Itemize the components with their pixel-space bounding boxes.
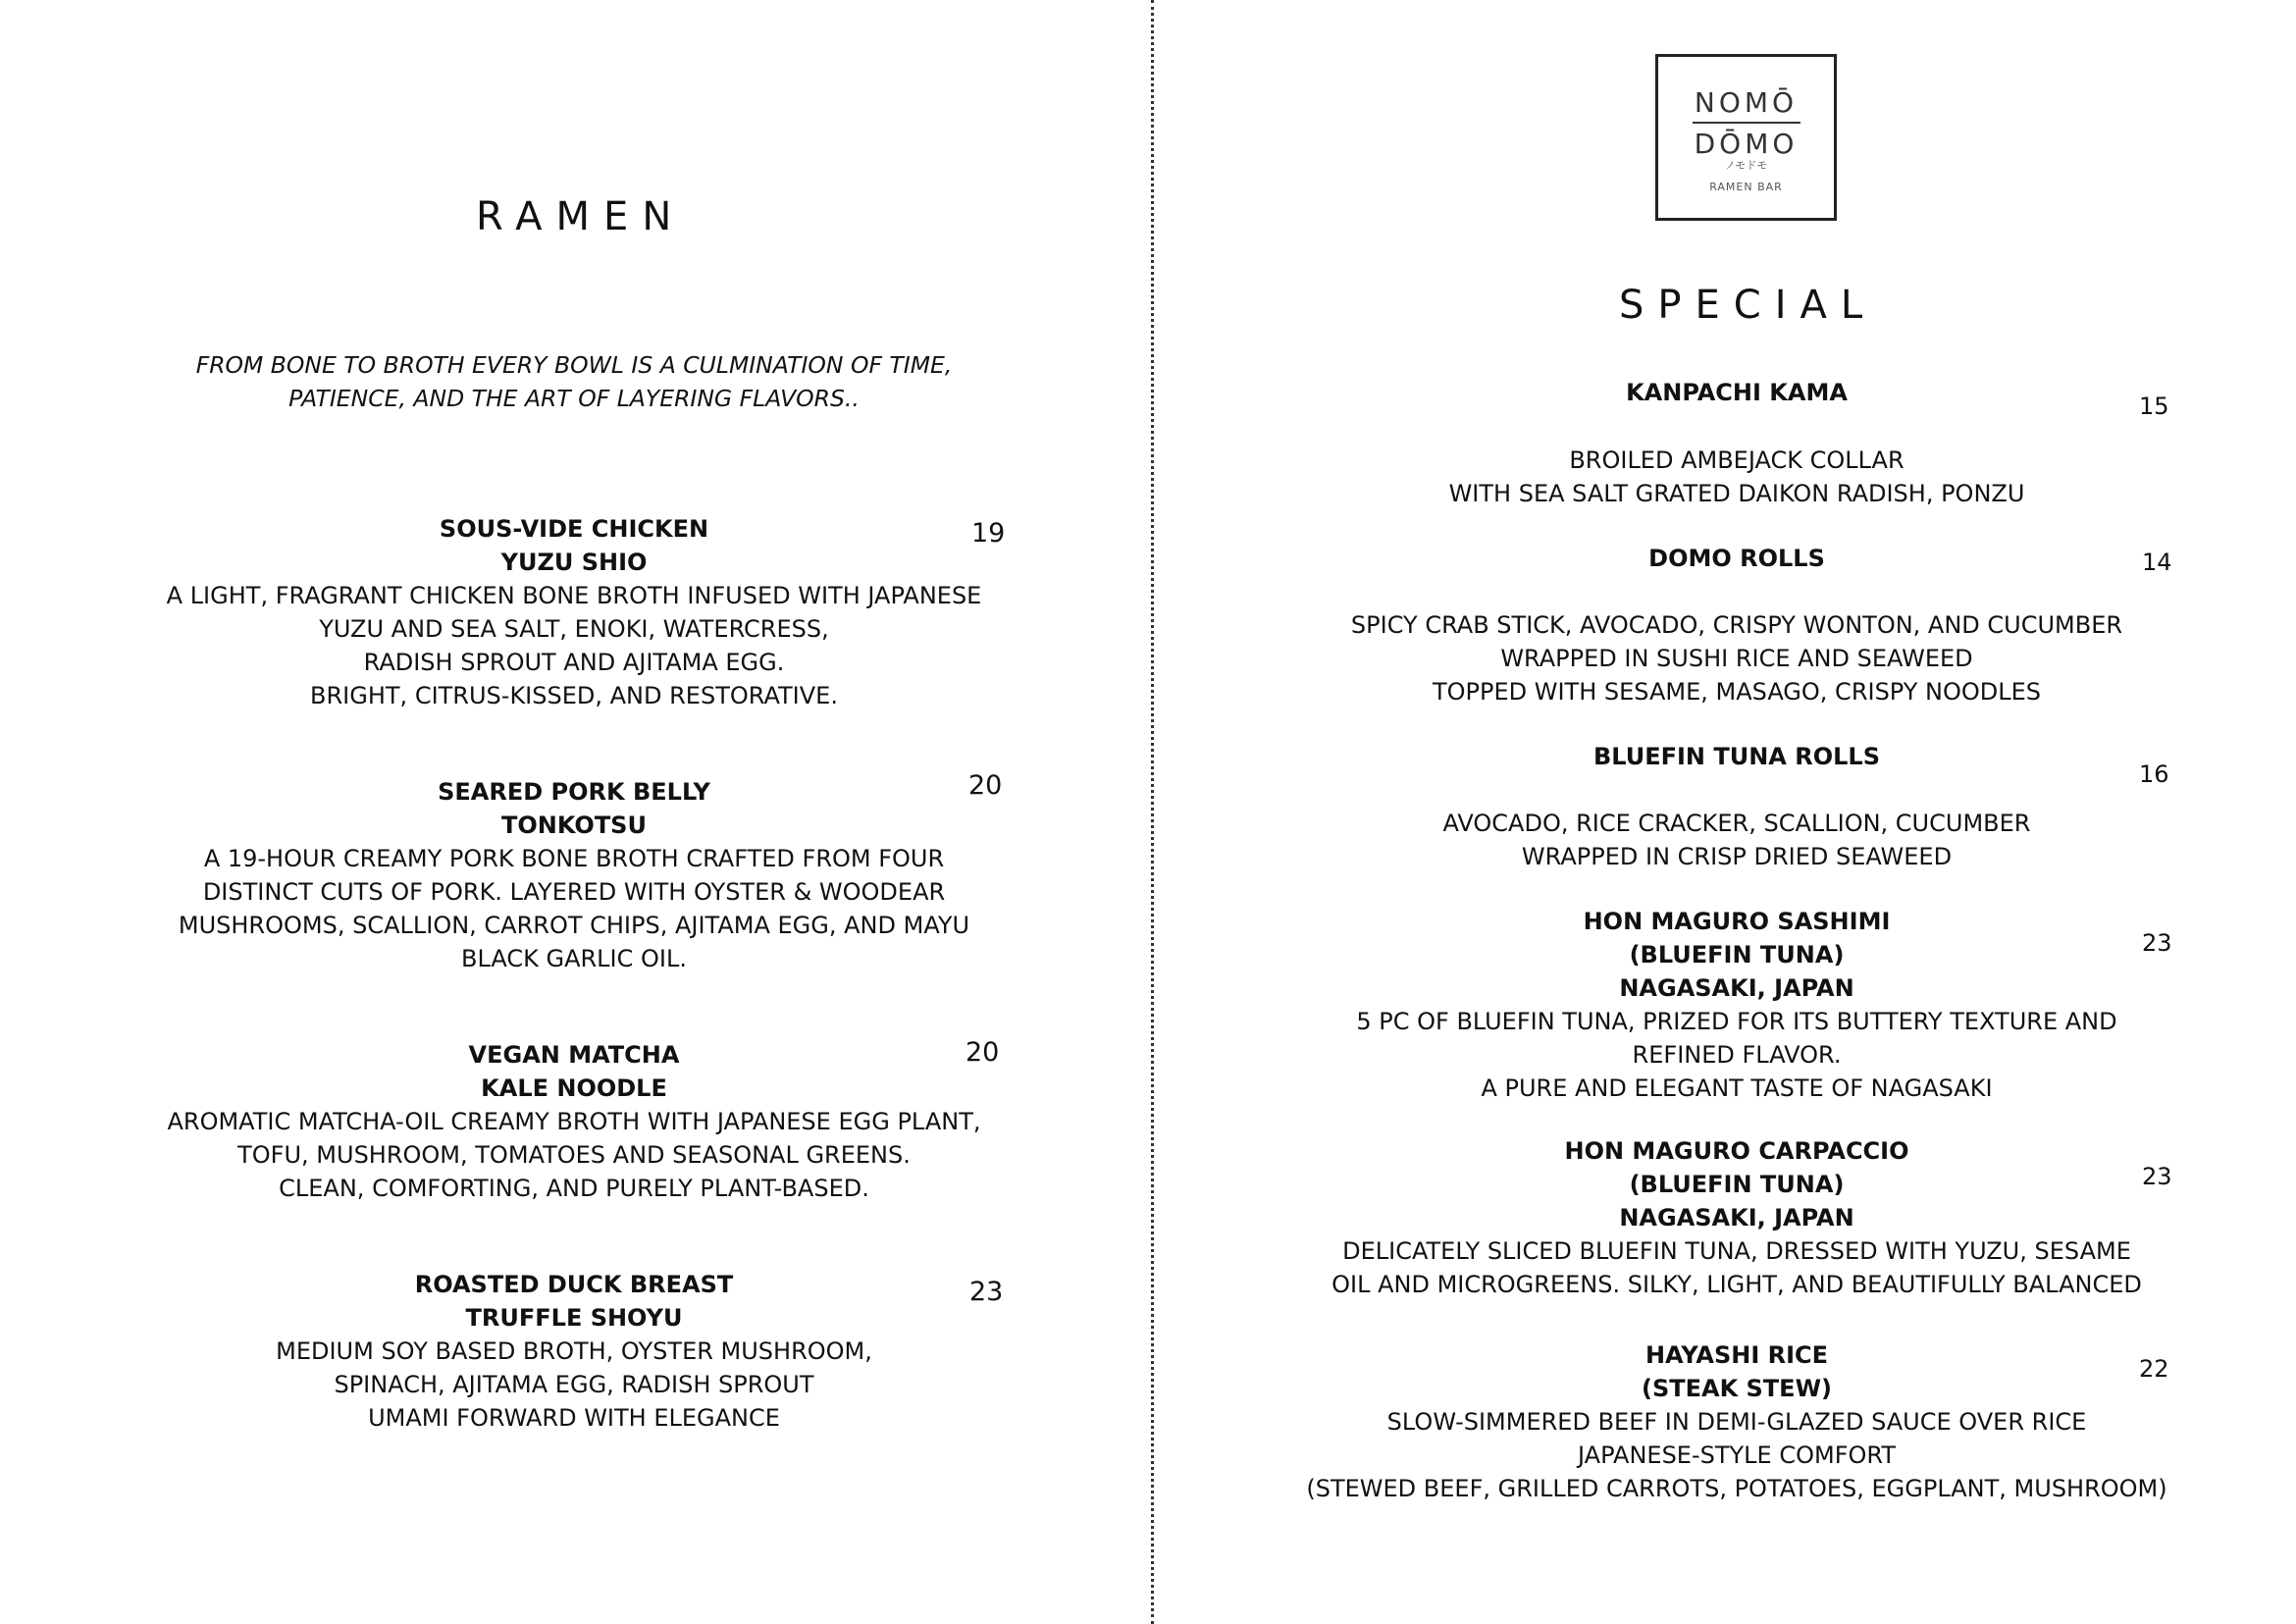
page-fold-divider [1151,0,1154,1624]
menu-item-name [1226,740,2247,773]
description-line: WRAPPED IN CRISP DRIED SEAWEED [1521,843,1953,870]
item-name-line: ROASTED DUCK BREAST [414,1271,734,1298]
description-line: A LIGHT, FRAGRANT CHICKEN BONE BROTH INFUSED WITH JAPANESE [166,582,982,609]
ramen-section-title: RAMEN [476,194,686,239]
menu-item-price: 23 [969,1277,1004,1307]
description-line: TOPPED WITH SESAME, MASAGO, CRISPY NOODLES [1432,678,2042,706]
logo-japanese: ノモドモ [1724,159,1768,172]
menu-item-description [78,579,1070,712]
item-name-line: HON MAGURO CARPACCIO [1564,1137,1909,1165]
ramen-tagline [78,348,1070,415]
menu-item-name [1226,542,2247,575]
description-line: MUSHROOMS, SCALLION, CARROT CHIPS, AJITAMA EGG, AND MAYU [178,912,970,939]
description-line: REFINED FLAVOR. [1632,1041,1842,1069]
item-name-line: VEGAN MATCHA [468,1041,680,1069]
item-name-line: NAGASAKI, JAPAN [1619,974,1854,1002]
item-name-line: SEARED PORK BELLY [438,778,710,806]
item-name-line: KANPACHI KAMA [1626,379,1848,406]
menu-item-description [1226,1234,2247,1301]
menu-item-name [78,1268,1070,1335]
item-name-line: TRUFFLE SHOYU [465,1304,683,1332]
menu-item-name [78,1038,1070,1105]
menu-item-description [78,1335,1070,1435]
description-line: BRIGHT, CITRUS-KISSED, AND RESTORATIVE. [310,682,838,709]
description-line: SPICY CRAB STICK, AVOCADO, CRISPY WONTON, AND CUCUMBER [1350,611,2123,639]
description-line: CLEAN, COMFORTING, AND PURELY PLANT-BASED. [279,1175,869,1202]
description-line: A PURE AND ELEGANT TASTE OF NAGASAKI [1481,1074,1993,1102]
menu-item-price: 20 [965,1037,1000,1068]
description-line: WITH SEA SALT GRATED DAIKON RADISH, PONZU [1448,480,2025,507]
menu-item-price: 23 [2142,929,2172,957]
menu-item-price: 22 [2139,1355,2169,1383]
menu-item-description [1226,608,2247,708]
menu-item-description [78,842,1070,975]
menu-item-price: 15 [2139,393,2169,420]
item-name-line: YUZU SHIO [500,549,648,576]
description-line: MEDIUM SOY BASED BROTH, OYSTER MUSHROOM, [276,1337,872,1365]
item-name-line: (STEAK STEW) [1641,1375,1833,1402]
logo-line-2: DŌMO [1694,128,1799,160]
menu-item-description [1226,444,2247,510]
menu-item-name [78,775,1070,842]
tagline-line: FROM BONE TO BROTH EVERY BOWL IS A CULMINATION OF TIME, [195,351,953,379]
item-name-line: DOMO ROLLS [1648,545,1825,572]
item-name-line: TONKOTSU [501,812,647,839]
item-name-line: HON MAGURO SASHIMI [1583,908,1891,935]
menu-item-name [1226,1134,2247,1234]
tagline-line: PATIENCE, AND THE ART OF LAYERING FLAVORS.. [288,385,860,412]
menu-item-name [1226,1338,2247,1405]
menu-item-name [78,512,1070,579]
description-line: DELICATELY SLICED BLUEFIN TUNA, DRESSED WITH YUZU, SESAME [1342,1237,2131,1265]
item-name-line: KALE NOODLE [481,1074,667,1102]
item-name-line: (BLUEFIN TUNA) [1629,1171,1845,1198]
item-name-line: (BLUEFIN TUNA) [1629,941,1845,969]
menu-item-description [1226,1405,2247,1505]
description-line: AVOCADO, RICE CRACKER, SCALLION, CUCUMBER [1442,810,2031,837]
description-line: OIL AND MICROGREENS. SILKY, LIGHT, AND BEAUTIFULLY BALANCED [1331,1271,2142,1298]
description-line: SPINACH, AJITAMA EGG, RADISH SPROUT [334,1371,814,1398]
item-name-line: SOUS-VIDE CHICKEN [439,515,709,543]
item-name-line: HAYASHI RICE [1644,1341,1829,1369]
description-line: BLACK GARLIC OIL. [460,945,687,972]
menu-item-price: 14 [2142,549,2172,576]
item-name-line: NAGASAKI, JAPAN [1619,1204,1854,1231]
logo-line-1: NOMŌ [1694,86,1799,119]
menu-item-description [1226,1005,2247,1105]
description-line: RADISH SPROUT AND AJITAMA EGG. [363,649,785,676]
description-line: A 19-HOUR CREAMY PORK BONE BROTH CRAFTED FROM FOUR [203,845,945,872]
menu-item-price: 23 [2142,1163,2172,1190]
description-line: JAPANESE-STYLE COMFORT [1578,1441,1896,1469]
description-line: 5 PC OF BLUEFIN TUNA, PRIZED FOR ITS BUTTERY TEXTURE AND [1356,1008,2117,1035]
logo-subtitle: RAMEN BAR [1709,181,1783,193]
description-line: SLOW-SIMMERED BEEF IN DEMI-GLAZED SAUCE OVER RICE [1386,1408,2087,1436]
menu-item-price: 20 [968,770,1003,801]
description-line: (STEWED BEEF, GRILLED CARROTS, POTATOES, EGGPLANT, MUSHROOM) [1306,1475,2167,1502]
description-line: WRAPPED IN SUSHI RICE AND SEAWEED [1500,645,1973,672]
description-line: BROILED AMBEJACK COLLAR [1569,446,1905,474]
menu-item-price: 16 [2139,760,2169,788]
description-line: YUZU AND SEA SALT, ENOKI, WATERCRESS, [319,615,829,643]
menu-item-name [1226,376,2247,409]
description-line: AROMATIC MATCHA-OIL CREAMY BROTH WITH JAPANESE EGG PLANT, [167,1108,981,1135]
description-line: UMAMI FORWARD WITH ELEGANCE [368,1404,780,1432]
menu-item-description [78,1105,1070,1205]
item-name-line: BLUEFIN TUNA ROLLS [1592,743,1880,770]
menu-item-price: 19 [971,518,1006,549]
special-section-title: SPECIAL [1619,283,1877,328]
nomo-domo-logo [1655,54,1837,221]
menu-item-description [1226,807,2247,873]
logo-rule [1693,122,1800,124]
description-line: DISTINCT CUTS OF PORK. LAYERED WITH OYSTER & WOODEAR [202,878,946,906]
menu-item-name [1226,905,2247,1005]
description-line: TOFU, MUSHROOM, TOMATOES AND SEASONAL GREENS. [237,1141,911,1169]
